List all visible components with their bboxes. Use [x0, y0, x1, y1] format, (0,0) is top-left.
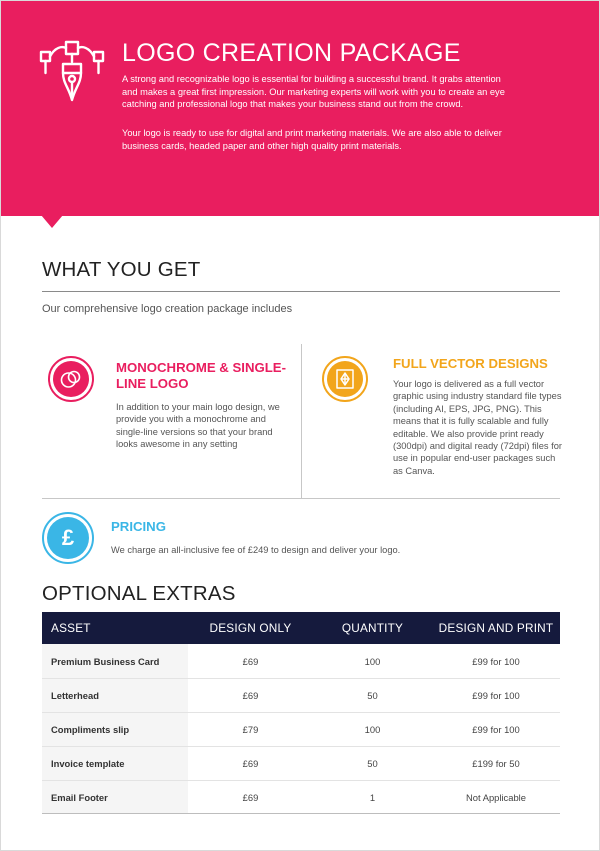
cell-asset: Letterhead	[42, 679, 188, 713]
cell-asset: Compliments slip	[42, 713, 188, 747]
table-header-row	[42, 612, 560, 644]
cell-quantity: 100	[313, 644, 432, 679]
header-banner	[1, 1, 600, 216]
cell-design-only: £69	[188, 781, 313, 814]
cell-quantity: 50	[313, 679, 432, 713]
cell-asset: Email Footer	[42, 781, 188, 814]
feature-text-monochrome: In addition to your main logo design, we provide you with a monochrome and single-line versions so that your brand looks awesome in any setting	[116, 402, 280, 450]
section-title-what-you-get: WHAT YOU GET	[42, 258, 201, 281]
table-row	[42, 679, 560, 713]
delivery-paragraph: Your logo is ready to use for digital and print marketing materials. We are also able to deliver business cards, headed paper and other high quality print materials.	[122, 128, 502, 151]
cell-design-and-print: £99 for 100	[432, 644, 560, 679]
cell-asset: Invoice template	[42, 747, 188, 781]
vector-badge	[322, 356, 368, 402]
page-title: LOGO CREATION PACKAGE	[122, 39, 461, 67]
banner-pointer	[41, 215, 63, 228]
pricing-text: We charge an all-inclusive fee of £249 to design and deliver your logo.	[111, 545, 401, 555]
feature-title-vector: FULL VECTOR DESIGNS	[393, 356, 548, 371]
pricing-title: PRICING	[111, 519, 166, 534]
feature-title-monochrome: MONOCHROME & SINGLE-LINE LOGO	[116, 360, 286, 391]
table-row	[42, 644, 560, 679]
column-header-design-only: DESIGN ONLY	[188, 612, 313, 644]
cell-design-only: £79	[188, 713, 313, 747]
table-row	[42, 713, 560, 747]
pound-icon: £	[47, 517, 89, 559]
table-row	[42, 747, 560, 781]
cell-quantity: 100	[313, 713, 432, 747]
cell-quantity: 50	[313, 747, 432, 781]
cell-design-only: £69	[188, 644, 313, 679]
feature-text-vector: Your logo is delivered as a full vector graphic using industry standard file types (including AI, EPS, JPG, PNG). This means that it is fully scalable and fully editable. We also provide print ready (300dpi) and digital ready (72dpi) files for use in popular end-user packages such as Canva.	[393, 379, 562, 476]
column-header-asset: ASSET	[42, 612, 188, 644]
column-header-design-and-print: DESIGN AND PRINT	[432, 612, 560, 644]
cell-design-only: £69	[188, 747, 313, 781]
section-title-optional-extras: OPTIONAL EXTRAS	[42, 582, 236, 605]
package-intro: Our comprehensive logo creation package includes	[42, 303, 293, 315]
column-header-quantity: QUANTITY	[313, 612, 432, 644]
section-divider	[42, 291, 560, 292]
overlapping-circles-icon	[59, 367, 83, 391]
cell-design-and-print: £99 for 100	[432, 713, 560, 747]
extras-table	[42, 612, 560, 814]
cell-design-and-print: Not Applicable	[432, 781, 560, 814]
pricing-badge	[42, 512, 94, 564]
table-row	[42, 781, 560, 814]
feature-divider	[301, 344, 302, 498]
vector-file-icon	[333, 367, 357, 391]
pen-tool-icon	[37, 37, 107, 107]
features-divider	[42, 498, 560, 499]
cell-quantity: 1	[313, 781, 432, 814]
cell-asset: Premium Business Card	[42, 644, 188, 679]
monochrome-badge	[48, 356, 94, 402]
cell-design-and-print: £99 for 100	[432, 679, 560, 713]
cell-design-and-print: £199 for 50	[432, 747, 560, 781]
intro-paragraph: A strong and recognizable logo is essential for building a successful brand. It grabs attention and makes a great first impression. Our marketing experts will work with you to create an eye catching and professional logo that makes your business stand out from the crowd.	[122, 74, 505, 110]
cell-design-only: £69	[188, 679, 313, 713]
